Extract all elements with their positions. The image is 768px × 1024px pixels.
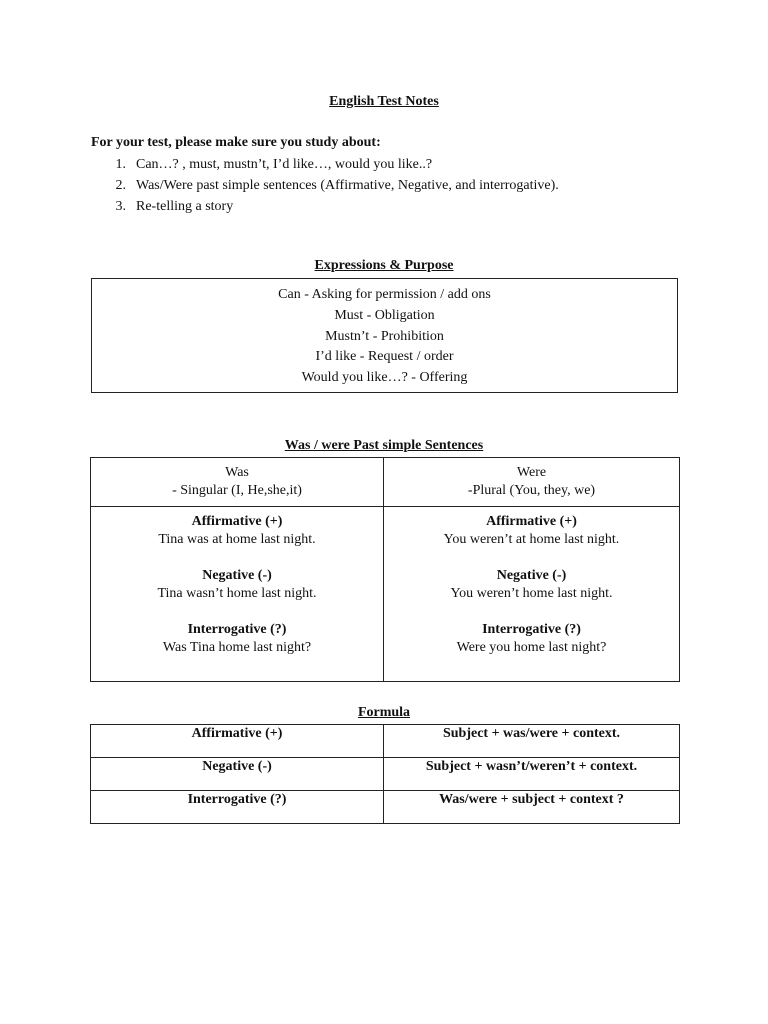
formula-type-cell: Affirmative (+) xyxy=(91,725,384,758)
document-title: English Test Notes xyxy=(329,94,439,109)
formula-table xyxy=(90,724,680,824)
table-row xyxy=(91,791,680,824)
formula-pattern-cell: Subject + wasn’t/weren’t + context. xyxy=(384,758,680,791)
study-item-text: Was/Were past simple sentences (Affirmative, Negative, and interrogative). xyxy=(136,178,559,193)
were-title: Were xyxy=(516,465,547,480)
formula-pattern-cell: Subject + was/were + context. xyxy=(384,725,680,758)
were-subtitle: -Plural (You, they, we) xyxy=(467,483,596,498)
expression-line: Would you like…? - Offering xyxy=(301,370,468,386)
study-item-text: Can…? , must, mustn’t, I’d like…, would you like..? xyxy=(136,157,433,172)
expression-line: I’d like - Request / order xyxy=(315,349,454,365)
affirmative-label: Affirmative (+) xyxy=(191,514,283,529)
was-affirmative-block xyxy=(91,513,383,549)
negative-example: Tina wasn’t home last night. xyxy=(157,586,317,601)
study-item-number: 1. xyxy=(115,157,126,172)
expression-line: Mustn’t - Prohibition xyxy=(325,328,444,344)
were-affirmative-block xyxy=(384,513,679,549)
study-item xyxy=(91,176,559,197)
formula-type-cell: Interrogative (?) xyxy=(91,791,384,824)
table-row xyxy=(91,507,680,682)
past-simple-table xyxy=(90,457,680,682)
negative-label: Negative (-) xyxy=(202,568,272,583)
study-item-number: 2. xyxy=(115,178,126,193)
interrogative-label: Interrogative (?) xyxy=(482,622,581,637)
affirmative-example: Tina was at home last night. xyxy=(158,532,316,547)
was-header-cell xyxy=(91,458,384,507)
was-negative-block xyxy=(91,567,383,603)
table-row xyxy=(91,458,680,507)
past-simple-heading: Was / were Past simple Sentences xyxy=(284,438,484,453)
were-interrogative-block xyxy=(384,621,679,657)
was-interrogative-block xyxy=(91,621,383,657)
study-item-number: 3. xyxy=(115,199,126,214)
formula-heading: Formula xyxy=(357,705,411,720)
expressions-heading: Expressions & Purpose xyxy=(314,258,454,273)
was-subtitle: - Singular (I, He,she,it) xyxy=(172,483,302,498)
interrogative-example: Were you home last night? xyxy=(456,640,607,655)
study-intro: For your test, please make sure you study about: xyxy=(91,135,381,150)
was-examples-cell xyxy=(91,507,384,682)
study-item xyxy=(91,155,559,176)
table-row xyxy=(91,758,680,791)
were-negative-block xyxy=(384,567,679,603)
affirmative-example: You weren’t at home last night. xyxy=(443,532,620,547)
interrogative-example: Was Tina home last night? xyxy=(162,640,312,655)
study-list xyxy=(91,155,559,218)
was-title: Was xyxy=(225,465,249,480)
were-examples-cell xyxy=(384,507,680,682)
formula-type-cell: Negative (-) xyxy=(91,758,384,791)
formula-pattern-cell: Was/were + subject + context ? xyxy=(384,791,680,824)
were-header-cell xyxy=(384,458,680,507)
interrogative-label: Interrogative (?) xyxy=(187,622,287,637)
table-row xyxy=(91,725,680,758)
expressions-box xyxy=(91,278,678,393)
affirmative-label: Affirmative (+) xyxy=(486,514,577,529)
expression-line: Must - Obligation xyxy=(334,307,435,323)
negative-label: Negative (-) xyxy=(496,568,567,583)
negative-example: You weren’t home last night. xyxy=(450,586,613,601)
study-item xyxy=(91,197,559,218)
expression-line: Can - Asking for permission / add ons xyxy=(278,287,491,302)
study-item-text: Re-telling a story xyxy=(136,199,234,214)
